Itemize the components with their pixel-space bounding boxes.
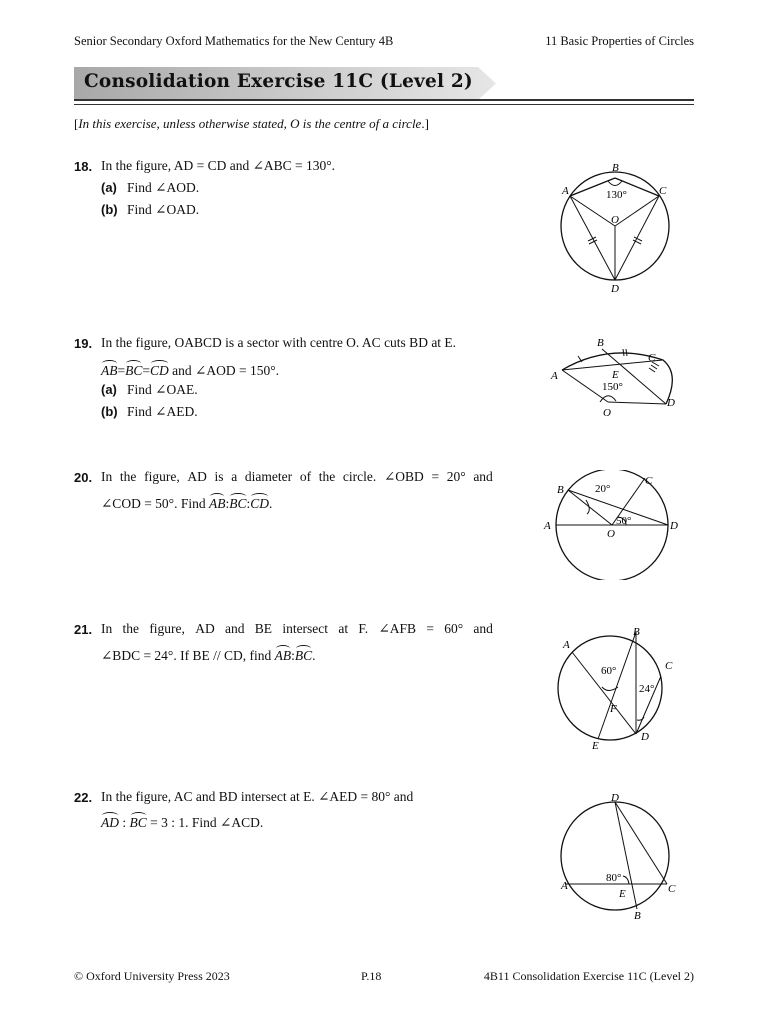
- word: 60°: [444, 621, 464, 636]
- word: =: [426, 621, 434, 636]
- label-C: C: [659, 185, 667, 197]
- question-20-line-2: ∠COD = 50°. Find AB:BC:CD.: [101, 493, 272, 512]
- word: In: [101, 621, 113, 636]
- question-19-part-a: (a) Find ∠OAE.: [101, 382, 198, 397]
- question-21-line-2: ∠BDC = 24°. If BE // CD, find AB:BC.: [101, 645, 315, 664]
- label-B: B: [633, 626, 640, 638]
- label-C: C: [668, 883, 676, 895]
- question-21: [74, 621, 92, 639]
- question-19: [74, 335, 457, 353]
- angle-label: 80°: [606, 872, 622, 884]
- label-E: E: [619, 888, 626, 900]
- label-E: E: [592, 740, 599, 752]
- word: the: [119, 469, 137, 484]
- word: at: [338, 621, 349, 636]
- label-A: A: [544, 520, 551, 532]
- figure-q22: [552, 788, 682, 923]
- angle-label: 130°: [606, 189, 627, 201]
- word: =: [431, 469, 440, 484]
- figure-q21: [546, 620, 696, 752]
- word: a: [231, 469, 238, 484]
- question-18: [74, 158, 336, 176]
- label-O: O: [611, 214, 619, 226]
- question-18-part-b: (b) Find ∠OAD.: [101, 202, 200, 217]
- question-19-part-b: (b) Find ∠AED.: [101, 404, 198, 419]
- question-text: In the figure, AC and BD intersect at E. ∠AED = 80° and: [101, 789, 414, 804]
- label-B: B: [612, 162, 619, 174]
- section-title: Consolidation Exercise 11C (Level 2): [84, 71, 473, 92]
- word: and: [473, 621, 493, 636]
- word: F.: [358, 621, 369, 636]
- question-21-line-1: [101, 621, 493, 637]
- question-18-part-a: (a) Find ∠AOD.: [101, 180, 200, 195]
- label-A: A: [563, 639, 570, 651]
- angle-label-2: 24°: [639, 683, 655, 695]
- label-A: A: [561, 880, 568, 892]
- label-D: D: [611, 792, 619, 804]
- word: ∠AFB: [378, 621, 417, 636]
- footer-section: 4B11 Consolidation Exercise 11C (Level 2): [483, 969, 694, 983]
- angle-label-1: 60°: [601, 665, 617, 677]
- label-C: C: [665, 660, 673, 672]
- label-D: D: [641, 731, 649, 743]
- figure-q18: [548, 158, 698, 298]
- label-B: B: [557, 484, 564, 496]
- footer-page-number: P.18: [361, 969, 382, 983]
- question-number: 22.: [74, 790, 93, 805]
- title-rule-thick: [74, 99, 694, 101]
- question-22: [74, 789, 414, 807]
- word: the: [318, 469, 336, 484]
- word: of: [299, 469, 312, 484]
- label-F: F: [610, 703, 617, 715]
- angle-label-2: 50°: [616, 515, 632, 527]
- question-20: [74, 469, 92, 487]
- label-B: B: [634, 910, 641, 922]
- word: the: [122, 621, 140, 636]
- title-rule-thin: [74, 104, 694, 105]
- figure-q20: [542, 470, 692, 580]
- word: AD: [187, 469, 207, 484]
- word: and: [224, 621, 245, 636]
- footer-copyright: © Oxford University Press 2023: [74, 969, 230, 983]
- label-D: D: [611, 283, 619, 295]
- word: BE: [254, 621, 273, 636]
- question-20-line-1: [101, 469, 493, 485]
- question-19-arcs: AB=BC=CD and ∠AOD = 150°.: [101, 360, 279, 379]
- question-number: 19.: [74, 336, 93, 351]
- word: is: [214, 469, 224, 484]
- label-O: O: [603, 407, 611, 419]
- word: ∠OBD: [383, 469, 424, 484]
- word: intersect: [282, 621, 329, 636]
- word: figure,: [149, 621, 185, 636]
- question-number: 20.: [74, 470, 93, 485]
- label-A: A: [551, 370, 558, 382]
- word: circle.: [342, 469, 377, 484]
- label-D: D: [670, 520, 678, 532]
- word: figure,: [144, 469, 180, 484]
- word: diameter: [244, 469, 293, 484]
- word: AD: [195, 621, 215, 636]
- section-title-banner: [74, 67, 494, 100]
- label-C: C: [645, 475, 653, 487]
- angle-label: 150°: [602, 381, 623, 393]
- question-text: In the figure, OABCD is a sector with centre O. AC cuts BD at E.: [101, 335, 457, 350]
- angle-label-1: 20°: [595, 483, 611, 495]
- label-A: A: [562, 185, 569, 197]
- label-B: B: [597, 337, 604, 349]
- question-text: In the figure, AD = CD and ∠ABC = 130°.: [101, 158, 336, 173]
- label-E: E: [612, 369, 619, 381]
- running-header-book-title: Senior Secondary Oxford Mathematics for the New Century 4B: [74, 34, 394, 48]
- figure-q19: [540, 334, 690, 424]
- exercise-note: [In this exercise, unless otherwise stated, O is the centre of a circle.]: [74, 116, 429, 131]
- word: 20°: [446, 469, 466, 484]
- question-number: 21.: [74, 622, 93, 637]
- label-C: C: [648, 352, 656, 364]
- label-O: O: [607, 528, 615, 540]
- word: In: [101, 469, 113, 484]
- question-number: 18.: [74, 159, 93, 174]
- running-header-chapter: 11 Basic Properties of Circles: [545, 34, 694, 48]
- word: and: [473, 469, 493, 484]
- label-D: D: [667, 397, 675, 409]
- question-22-line-2: AD : BC = 3 : 1. Find ∠ACD.: [101, 812, 263, 831]
